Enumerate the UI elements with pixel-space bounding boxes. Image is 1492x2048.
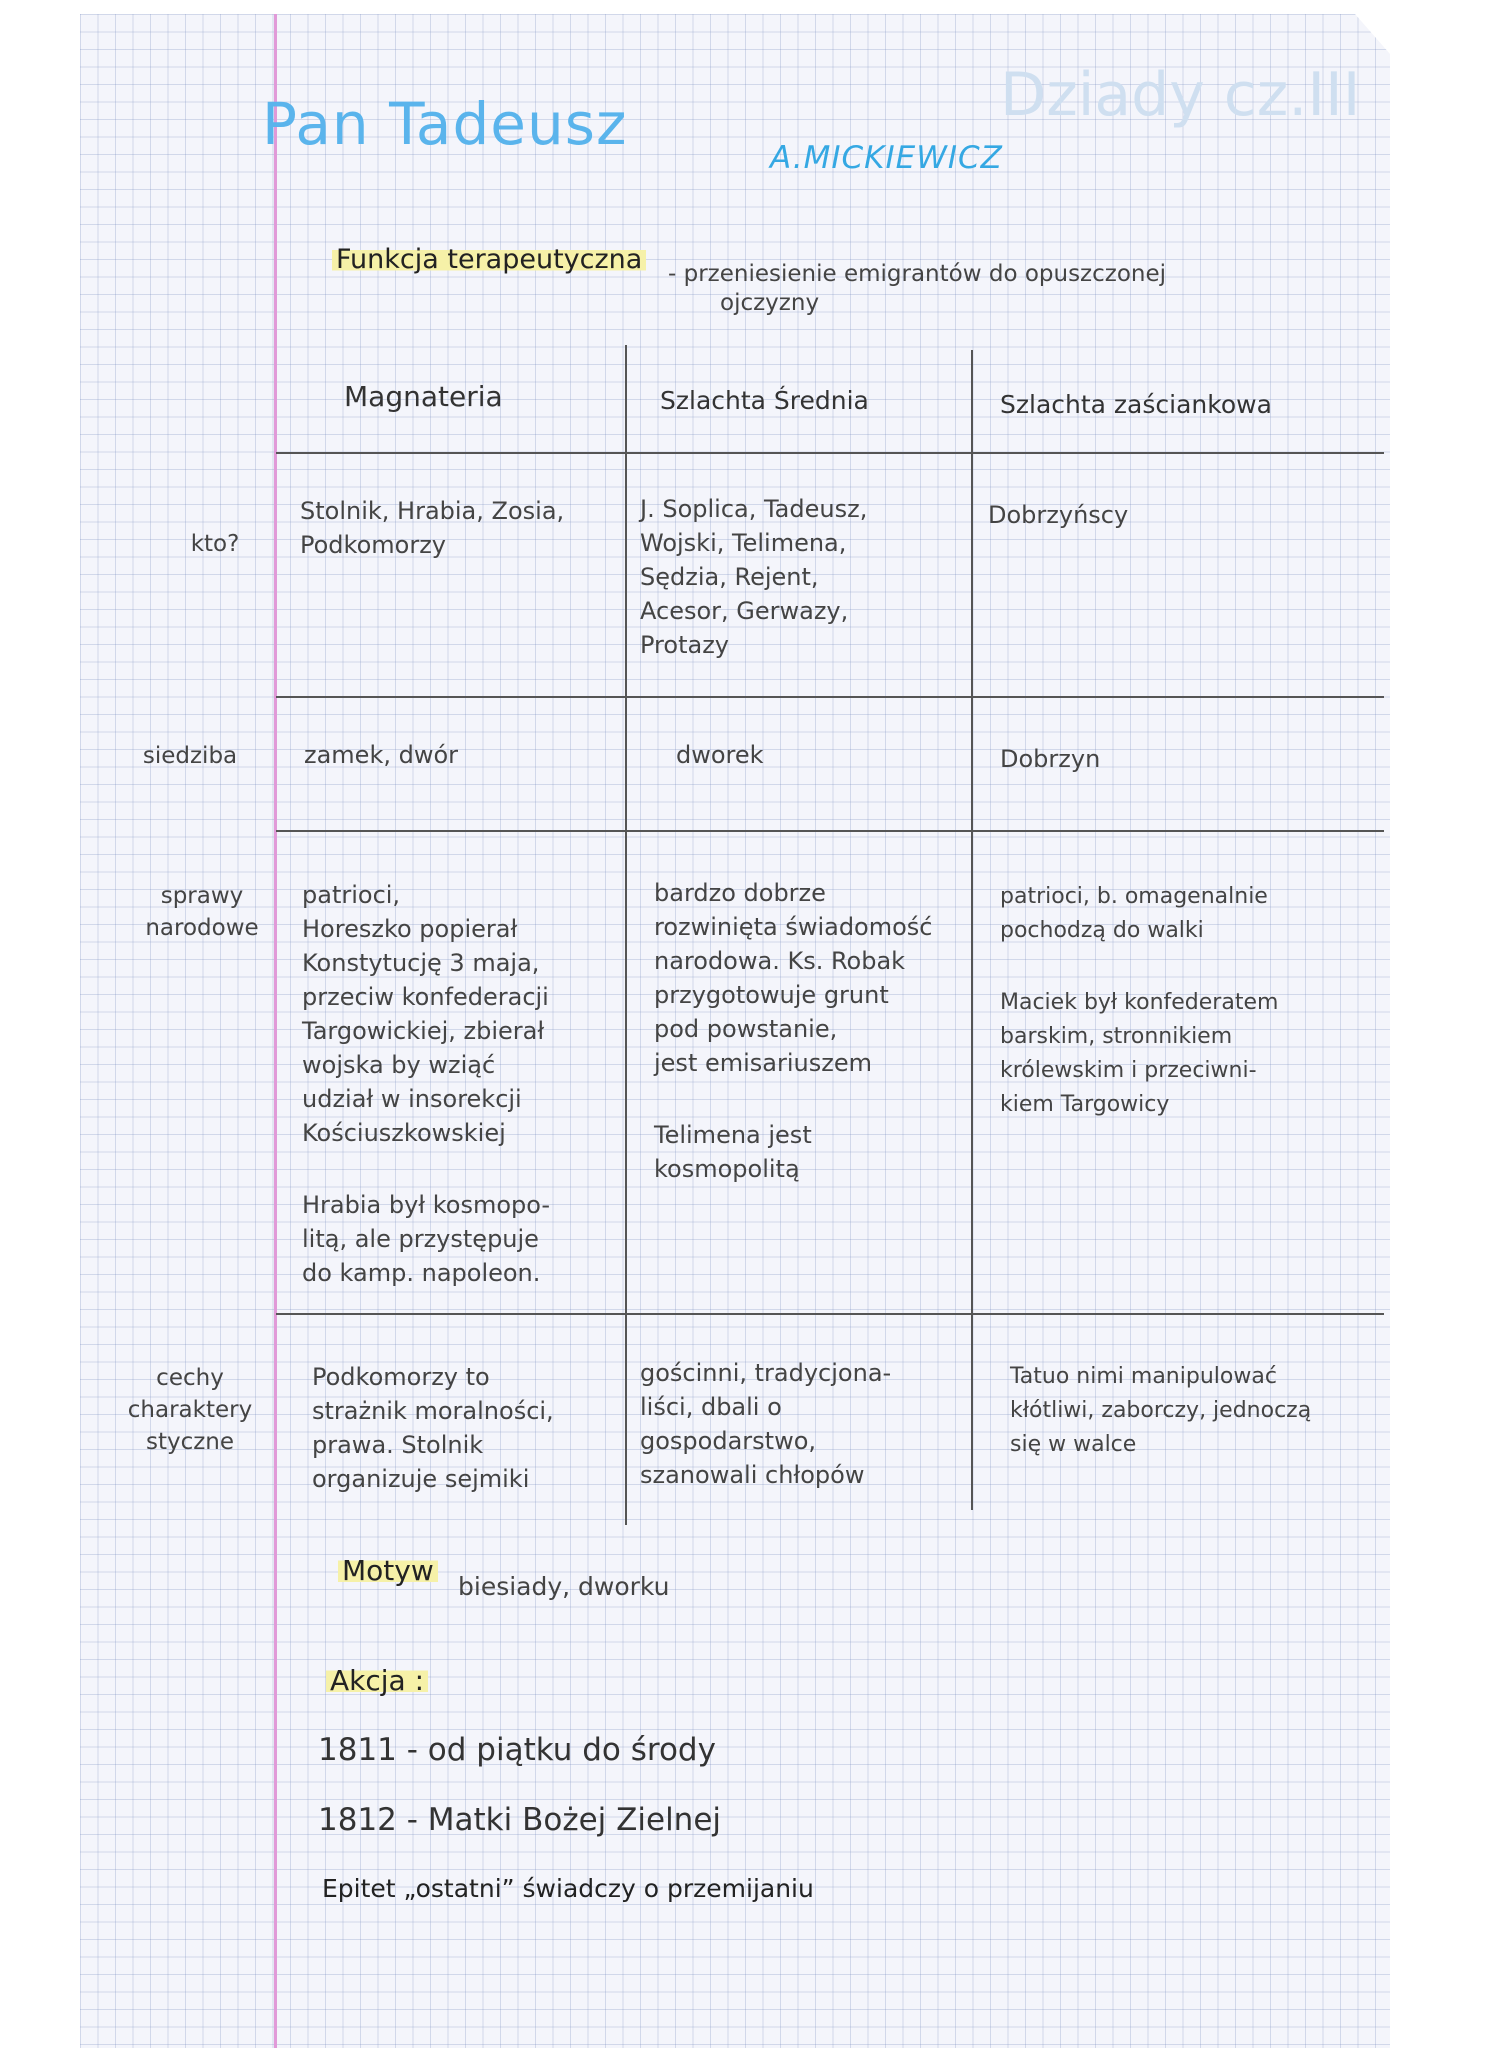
cell-line: Acesor, Gerwazy, (640, 597, 849, 625)
cell-line: Konstytucję 3 maja, (302, 949, 540, 977)
table-cell-zasciankowa-siedziba (1000, 742, 1300, 776)
table-cell-magnateria-sprawy (302, 878, 622, 1290)
table-row-line (276, 830, 1384, 832)
author-name: A.MICKIEWICZ (770, 140, 1003, 176)
cell-line: kłótliwi, zaborczy, jednoczą (1010, 1398, 1312, 1423)
cell-line: przygotowuje grunt (654, 981, 889, 1009)
cell-line: bardzo dobrze (654, 879, 826, 907)
cell-line: do kamp. napoleon. (302, 1259, 541, 1287)
motyw-label: Motyw (338, 1554, 438, 1587)
cell-line: barskim, stronnikiem (1000, 1024, 1233, 1049)
row-label-line: cechy (156, 1365, 224, 1391)
cell-line: patrioci, b. omagenalnie (1000, 884, 1268, 909)
table-cell-magnateria-kto (300, 494, 620, 562)
row-label-line: styczne (145, 1429, 235, 1455)
cell-line: Protazy (640, 631, 729, 659)
cell-line: Telimena jest (654, 1121, 812, 1149)
motyw-text: biesiady, dworku (458, 1572, 670, 1601)
table-cell-zasciankowa-sprawy (1000, 880, 1380, 1122)
cell-line: udział w insorekcji (302, 1085, 522, 1113)
akcja-line-1811: 1811 - od piątku do środy (318, 1732, 716, 1768)
table-cell-zasciankowa-kto (988, 498, 1338, 532)
table-column-line (625, 345, 627, 1525)
table-row-line (276, 696, 1384, 698)
row-label-siedziba: siedziba (142, 743, 238, 769)
cell-line: kiem Targowicy (1000, 1092, 1170, 1117)
cell-line: pod powstanie, (654, 1015, 838, 1043)
cell-line: Stolnik, Hrabia, Zosia, (300, 497, 565, 525)
page-title: Pan Tadeusz (262, 90, 628, 158)
table-row-line (276, 1313, 1384, 1315)
table-header-magnateria: Magnateria (344, 380, 503, 413)
row-label-line: charaktery (127, 1397, 253, 1423)
cell-line: Dobrzyn (1000, 745, 1101, 773)
table-header-szlachta-srednia: Szlachta Średnia (660, 386, 869, 415)
epitet-note: Epitet „ostatni” świadczy o przemijaniu (322, 1874, 814, 1903)
therapeutic-function-description: - przeniesienie emigrantów do opuszczonej (668, 261, 1167, 287)
cell-line: Maciek był konfederatem (1000, 990, 1279, 1015)
cell-line: Tatuo nimi manipulować (1010, 1364, 1277, 1389)
cell-line: przeciw konfederacji (302, 983, 549, 1011)
cell-line: J. Soplica, Tadeusz, (640, 495, 868, 523)
table-column-line (971, 350, 973, 1510)
cell-line: litą, ale przystępuje (302, 1225, 539, 1253)
cell-line: pochodzą do walki (1000, 918, 1204, 943)
table-cell-srednia-siedziba (676, 738, 956, 772)
cell-line: organizuje sejmiki (312, 1465, 530, 1493)
cell-line: się w walce (1010, 1432, 1137, 1457)
table-cell-zasciankowa-cechy (1010, 1360, 1382, 1462)
cell-gap (654, 1080, 970, 1118)
table-cell-srednia-kto (640, 492, 960, 662)
cell-line: zamek, dwór (304, 741, 459, 769)
cell-line: strażnik moralności, (312, 1397, 554, 1425)
therapeutic-function-label: Funkcja terapeutyczna (332, 244, 646, 275)
cell-line: królewskim i przeciwni- (1000, 1058, 1257, 1083)
cell-line: Horeszko popierał (302, 915, 518, 943)
cell-line: wojska by wziąć (302, 1051, 496, 1079)
cell-line: rozwinięta świadomość (654, 913, 933, 941)
cell-line: Kościuszkowskiej (302, 1119, 506, 1147)
cell-line: Hrabia był kosmopo- (302, 1191, 551, 1219)
cell-line: patrioci, (302, 881, 401, 909)
row-label-sprawy-narodowe (124, 880, 280, 944)
therapeutic-function-description-2: ojczyzny (720, 290, 820, 316)
cell-line: kosmopolitą (654, 1155, 800, 1183)
cell-line: gospodarstwo, (640, 1427, 817, 1455)
row-label-line: narodowe (145, 915, 259, 941)
cell-line: Dobrzyńscy (988, 501, 1129, 529)
cell-line: Podkomorzy to (312, 1363, 490, 1391)
cell-line: Podkomorzy (300, 531, 446, 559)
cell-line: Wojski, Telimena, (640, 529, 847, 557)
cell-line: Sędzia, Rejent, (640, 563, 819, 591)
cell-line: dworek (676, 741, 764, 769)
cell-line: szanowali chłopów (640, 1461, 865, 1489)
table-header-szlachta-zasciankowa: Szlachta zaściankowa (1000, 390, 1272, 419)
margin-line (274, 14, 277, 2048)
cell-line: gościnni, tradycjona- (640, 1359, 892, 1387)
table-cell-srednia-sprawy (654, 876, 970, 1186)
table-cell-magnateria-cechy (312, 1360, 622, 1496)
table-cell-srednia-cechy (640, 1356, 966, 1492)
cell-line: narodowa. Ks. Robak (654, 947, 906, 975)
table-cell-magnateria-siedziba (304, 738, 614, 772)
table-header-line (276, 452, 1384, 454)
cell-line: liści, dbali o (640, 1393, 782, 1421)
row-label-cechy (110, 1362, 270, 1458)
cell-gap (302, 1150, 622, 1188)
cell-line: prawa. Stolnik (312, 1431, 484, 1459)
akcja-label: Akcja : (326, 1664, 428, 1697)
cell-gap (1000, 948, 1380, 986)
cell-line: jest emisariuszem (654, 1049, 872, 1077)
akcja-line-1812: 1812 - Matki Bożej Zielnej (318, 1802, 722, 1838)
row-label-kto: kto? (190, 531, 240, 557)
bleed-through-heading: Dziady cz.III (1000, 60, 1361, 130)
row-label-line: sprawy (160, 883, 244, 909)
cell-line: Targowickiej, zbierał (302, 1017, 545, 1045)
